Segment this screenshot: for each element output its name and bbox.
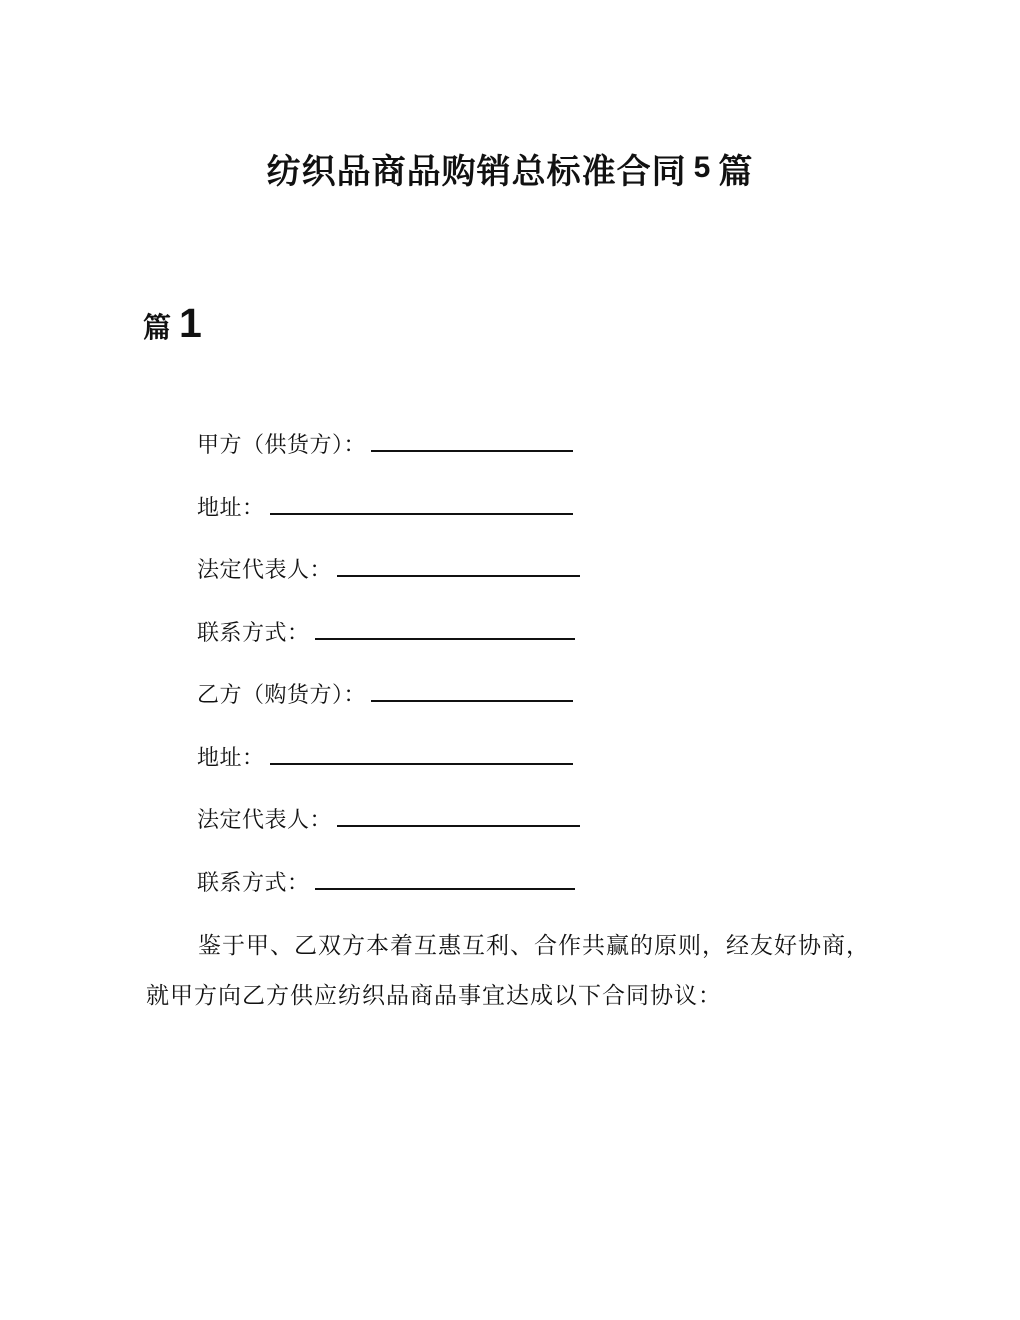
field-label-address-b: 地址： xyxy=(197,744,265,770)
preamble-paragraph xyxy=(146,920,886,1020)
document-title-suffix: 篇 xyxy=(718,153,754,191)
field-row-contact-b xyxy=(197,852,897,915)
preamble-line-2: 就甲方向乙方供应纺织品商品事宜达成以下合同协议： xyxy=(146,982,722,1008)
section-label: 篇 xyxy=(143,312,172,343)
document-title xyxy=(0,150,1020,196)
section-number: 1 xyxy=(179,300,202,346)
field-label-contact-b: 联系方式： xyxy=(197,869,310,895)
field-row-contact-a xyxy=(197,602,897,665)
field-row-party-b xyxy=(197,664,897,727)
blank-line-contact-b xyxy=(315,888,575,890)
field-label-party-a: 甲方（供货方）： xyxy=(197,432,367,457)
field-label-legal-rep-b: 法定代表人： xyxy=(197,807,333,832)
contract-parties-form xyxy=(197,414,897,914)
field-label-address-a: 地址： xyxy=(197,494,265,520)
field-row-address-b xyxy=(197,727,897,790)
blank-line-party-b xyxy=(371,700,573,702)
field-row-address-a xyxy=(197,477,897,540)
field-row-legal-rep-a xyxy=(197,539,897,602)
blank-line-contact-a xyxy=(315,638,575,640)
blank-line-address-b xyxy=(270,763,573,765)
section-heading xyxy=(143,300,202,347)
field-label-party-b: 乙方（购货方）： xyxy=(197,682,367,707)
field-row-party-a xyxy=(197,414,897,477)
field-label-contact-a: 联系方式： xyxy=(197,619,310,645)
blank-line-party-a xyxy=(371,450,573,452)
blank-line-address-a xyxy=(270,513,573,515)
blank-line-legal-rep-b xyxy=(337,825,580,827)
blank-line-legal-rep-a xyxy=(337,575,580,577)
document-title-count: 5 xyxy=(693,151,712,184)
document-title-main: 纺织品商品购销总标准合同 xyxy=(266,153,687,191)
field-row-legal-rep-b xyxy=(197,789,897,852)
field-label-legal-rep-a: 法定代表人： xyxy=(197,557,333,582)
preamble-line-1: 鉴于甲、乙双方本着互惠互利、合作共赢的原则，经友好协商， xyxy=(198,932,870,958)
